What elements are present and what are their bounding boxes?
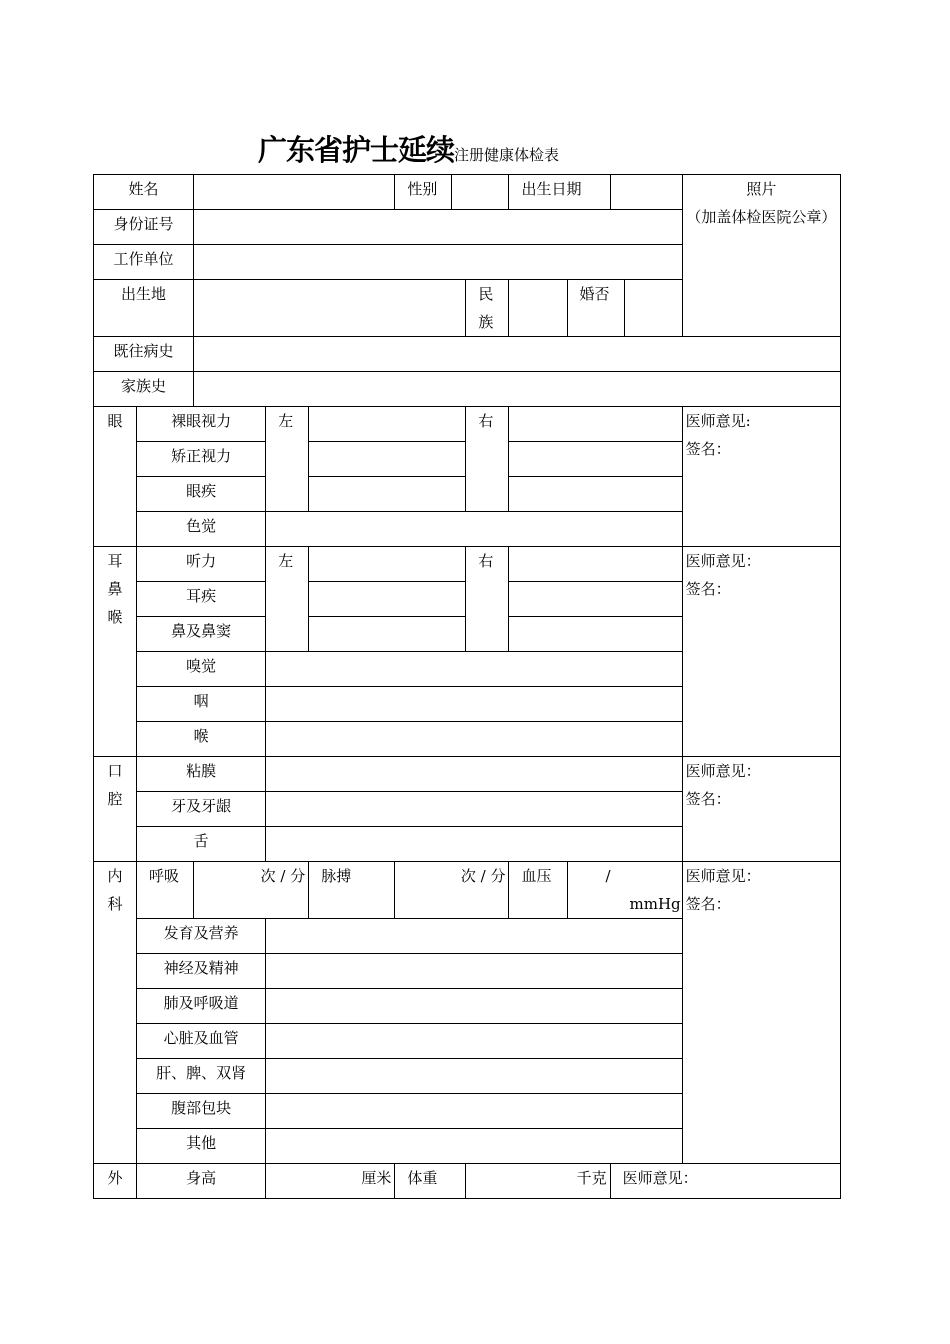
label-eye-left: 左 [266,407,309,512]
field-liver-spleen-kidney[interactable] [266,1059,682,1094]
section-eye: 眼 [94,407,137,547]
section-surgery: 外 [94,1164,137,1199]
label-breath: 呼吸 [137,862,194,919]
label-mucosa: 粘膜 [137,757,266,792]
label-development: 发育及营养 [137,919,266,954]
label-eye-disease: 眼疾 [137,477,266,512]
section-ent-char-2: 鼻 [107,580,123,598]
field-eye-disease-left[interactable] [309,477,466,512]
label-corrected-vision: 矫正视力 [137,442,266,477]
field-mucosa[interactable] [266,757,682,792]
field-history[interactable] [194,337,841,372]
field-gender[interactable] [452,175,509,210]
label-birth-date: 出生日期 [509,175,610,210]
field-smell[interactable] [266,652,682,687]
field-other[interactable] [266,1129,682,1164]
field-naked-vision-right[interactable] [509,407,682,442]
label-height: 身高 [137,1164,266,1199]
form-title-main: 广东省护士延续 [258,133,455,167]
field-corrected-vision-right[interactable] [509,442,682,477]
label-ethnicity: 民族 [466,280,509,337]
internal-opinion-label: 医师意见： [685,867,761,885]
label-gender: 性别 [395,175,452,210]
pulse-unit: 次 / 分 [460,867,506,885]
section-ent-char-1: 耳 [107,552,123,570]
label-lung: 肺及呼吸道 [137,989,266,1024]
field-birth-date[interactable] [610,175,682,210]
field-development[interactable] [266,919,682,954]
eye-sign-label: 签名： [685,440,731,458]
label-work-unit: 工作单位 [94,245,194,280]
field-hearing-left[interactable] [309,547,466,582]
label-color-vision: 色觉 [137,512,266,547]
label-heart: 心脏及血管 [137,1024,266,1059]
form-title-sub: 注册健康体检表 [454,146,560,164]
field-nerve-mental[interactable] [266,954,682,989]
field-tongue[interactable] [266,827,682,862]
photo-box [682,175,840,337]
label-ear-disease: 耳疾 [137,582,266,617]
label-name: 姓名 [94,175,194,210]
ent-doctor-opinion[interactable] [682,547,840,757]
section-oral-char-1: 口 [107,762,123,780]
bp-slash: / [605,867,611,885]
section-internal-char-1: 内 [107,867,123,885]
label-nerve-mental: 神经及精神 [137,954,266,989]
field-name[interactable] [194,175,395,210]
label-liver-spleen-kidney: 肝、脾、双肾 [137,1059,266,1094]
section-ent [94,547,137,757]
field-height[interactable] [266,1164,395,1199]
label-ent-right: 右 [466,547,509,652]
field-breath[interactable] [194,862,309,919]
photo-note: （加盖体检医院公章） [686,208,837,226]
label-smell: 嗅觉 [137,652,266,687]
photo-label: 照片 [746,180,777,198]
label-bp: 血压 [509,862,567,919]
oral-doctor-opinion[interactable] [682,757,840,862]
weight-unit: 千克 [576,1169,607,1187]
field-birthplace[interactable] [194,280,466,337]
ent-opinion-label: 医师意见： [685,552,761,570]
label-id-number: 身份证号 [94,210,194,245]
field-hearing-right[interactable] [509,547,682,582]
label-pulse: 脉搏 [309,862,395,919]
label-marital: 婚否 [567,280,624,337]
label-tongue: 舌 [137,827,266,862]
field-bp[interactable] [567,862,682,919]
oral-opinion-label: 医师意见： [685,762,761,780]
label-pharynx: 咽 [137,687,266,722]
label-history: 既往病史 [94,337,194,372]
field-pulse[interactable] [395,862,509,919]
label-abdomen-mass: 腹部包块 [137,1094,266,1129]
label-teeth-gums: 牙及牙龈 [137,792,266,827]
breath-unit: 次 / 分 [260,867,306,885]
form-title [258,128,559,169]
field-naked-vision-left[interactable] [309,407,466,442]
health-exam-table [93,174,841,1199]
label-larynx: 喉 [137,722,266,757]
eye-opinion-label: 医师意见: [685,412,751,430]
field-work-unit[interactable] [194,245,683,280]
section-internal-char-2: 科 [107,895,123,913]
section-oral [94,757,137,862]
label-hearing: 听力 [137,547,266,582]
label-other: 其他 [137,1129,266,1164]
field-heart[interactable] [266,1024,682,1059]
field-color-vision[interactable] [266,512,682,547]
eye-doctor-opinion[interactable] [682,407,840,547]
label-nose-sinus: 鼻及鼻窦 [137,617,266,652]
field-ethnicity[interactable] [509,280,567,337]
label-family-history: 家族史 [94,372,194,407]
internal-doctor-opinion[interactable] [682,862,840,1164]
section-internal [94,862,137,1164]
field-ear-disease-left[interactable] [309,582,466,617]
label-weight: 体重 [395,1164,466,1199]
section-ent-char-3: 喉 [107,608,123,626]
field-corrected-vision-left[interactable] [309,442,466,477]
field-family-history[interactable] [194,372,841,407]
field-pharynx[interactable] [266,687,682,722]
field-abdomen-mass[interactable] [266,1094,682,1129]
field-teeth-gums[interactable] [266,792,682,827]
field-id-number[interactable] [194,210,683,245]
label-birthplace: 出生地 [94,280,194,337]
field-ear-disease-right[interactable] [509,582,682,617]
field-weight[interactable] [466,1164,610,1199]
internal-sign-label: 签名： [685,895,731,913]
height-unit: 厘米 [361,1169,392,1187]
ent-sign-label: 签名： [685,580,731,598]
field-nose-sinus-right[interactable] [509,617,682,652]
bp-unit: mmHg [629,895,681,913]
label-ent-left: 左 [266,547,309,652]
field-larynx[interactable] [266,722,682,757]
label-naked-vision: 裸眼视力 [137,407,266,442]
field-marital[interactable] [624,280,682,337]
field-lung[interactable] [266,989,682,1024]
label-eye-right: 右 [466,407,509,512]
section-oral-char-2: 腔 [107,790,123,808]
oral-sign-label: 签名： [685,790,731,808]
field-eye-disease-right[interactable] [509,477,682,512]
field-nose-sinus-left[interactable] [309,617,466,652]
surgery-doctor-opinion[interactable] [610,1164,840,1199]
surgery-opinion-label: 医师意见： [622,1169,698,1187]
